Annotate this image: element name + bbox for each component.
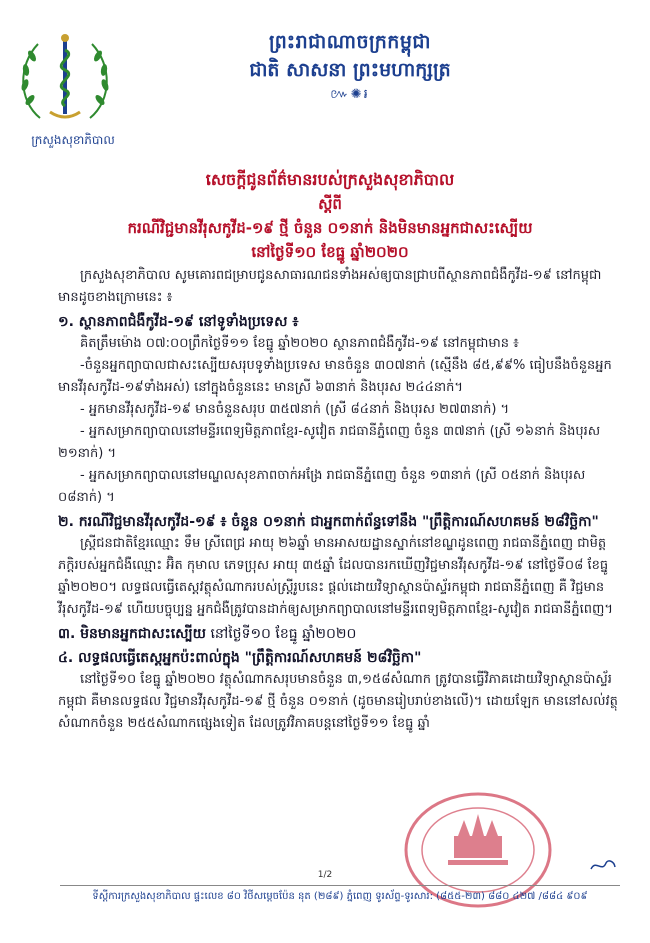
section-3-heading-rest: នៅថ្ងៃទី១០ ខែធ្នូ ឆ្នាំ២០២០	[206, 626, 357, 642]
title-line-4: នៅថ្ងៃទី១០ ខែធ្នូ ឆ្នាំ២០២០	[251, 243, 409, 261]
ministry-name: ក្រសួងសុខាភិបាល	[31, 133, 115, 147]
section-2-heading: ២. ករណីវិជ្ជមានវីរុសកូវីដ-១៩ ៖ ចំនួន ០១នាក់ ជាអ្នកពាក់ព័ន្ធទៅនឹង "ព្រឹត្តិការណ៍សហគមន៍ ២៨វិច្ឆិកា"	[58, 514, 599, 530]
ministry-logo	[10, 30, 120, 130]
document-title	[40, 168, 620, 264]
section-1-item-total-cases: - អ្នកមានវីរុសកូវីដ-១៩ មានចំនួនសរុប ៣៥៧នាក់ (ស្រី ៨៤នាក់ និងបុរស ២៧៣នាក់) ។	[80, 402, 510, 417]
footer-address: ទីស្តីការក្រសួងសុខាភិបាល ផ្ទះលេខ ៨០ វិថីសម្តេចប៉ែន នុត (២៨៩) ភ្នំពេញ ទូរស័ព្ទ-ទូរសារ: (៨៥៥-២៣) ៨៨០ ៤២៧ /៨៨៤ ៩០៩	[92, 891, 588, 902]
section-4-text: នៅថ្ងៃទី១០ ខែធ្នូ ឆ្នាំ២០២០ វត្ថុសំណាកសរុបមានចំនួន ៣,១៥៨សំណាក ត្រូវបានធ្វើវិភាគដោយវិទ្យាស្ថានប៉ាស្ទ័រកម្ពុជា គឺមានលទ្ធផល វិជ្ជមានវីរុសកូវីដ-១៩ ថ្មី ចំនួន ០១នាក់ (ដូចមានរៀបរាប់ខាងលើ)។ ដោយឡែក មាននៅសល់វត្ថុសំណាកចំនួន ២៥៥សំណាកផ្សេងទៀត ដែលត្រូវវិភាគបន្តនៅថ្ងៃទី១១ ខែធ្នូ ឆ្នាំ	[58, 672, 618, 731]
section-1-item-recovered: -ចំនួនអ្នកព្យាបាលជាសះស្បើយសរុបទូទាំងប្រទេស មានចំនួន ៣០៧នាក់ (ស្មើនឹង ៨៥,៩៩% ធៀបនឹងចំនួនអ្នកមានវីរុសកូវីដ-១៩ទាំងអស់) នៅក្នុងចំនួននេះ មានស្រី ៦៣នាក់ និងបុរស ២៤៤នាក់។	[58, 358, 612, 395]
section-3-heading-bold: ៣. មិនមានអ្នកជាសះស្បើយ	[58, 626, 207, 642]
page-number: 1/2	[317, 870, 333, 880]
section-1-item-chak-angre: - អ្នកសម្រាកព្យាបាលនៅមណ្ឌលសុខភាពចាក់អង្រែ រាជធានីភ្នំពេញ ចំនួន ១៣នាក់ (ស្រី ០៥នាក់ និងបុរស ០៨នាក់) ។	[58, 468, 586, 505]
national-motto: ជាតិ សាសនា ព្រះមហាក្សត្រ	[249, 59, 451, 81]
kingdom-header: ព្រះរាជាណាចក្រកម្ពុជា	[269, 31, 431, 53]
title-line-1: សេចក្ដីជូនព័ត៌មានរបស់ក្រសួងសុខាភិបាល	[205, 170, 455, 189]
signature-mark	[588, 855, 618, 875]
section-1-heading: ១. ស្ថានភាពជំងឺកូវីដ-១៩ នៅទូទាំងប្រទេស ៖	[58, 314, 299, 330]
intro-paragraph: ក្រសួងសុខាភិបាល សូមគោរពជម្រាបជូនសាធារណជនទាំងអស់ឲ្យបានជ្រាបពីស្ថានភាពជំងឺកូវីដ-១៩ នៅកម្ពុជា មានដូចខាងក្រោមនេះ ៖	[58, 268, 602, 305]
title-line-3: ករណីវិជ្ជមានវីរុសកូវីដ-១៩ ថ្មី ចំនួន ០១នាក់ និងមិនមានអ្នកជាសះស្បើយ	[127, 219, 533, 237]
ornament-divider: ៚✺៛	[330, 87, 370, 102]
section-3-heading	[58, 623, 618, 645]
section-1-item-khmer-soviet: - អ្នកសម្រាកព្យាបាលនៅមន្ទីរពេទ្យមិត្តភាពខ្មែរ-សូវៀត រាជធានីភ្នំពេញ ចំនួន ៣៧នាក់ (ស្រី ១៦នាក់ និងបុរស ២១នាក់) ។	[58, 424, 601, 461]
footer-divider	[60, 885, 620, 886]
section-1-lead: គិតត្រឹមម៉ោង ០៧:០០ព្រឹកថ្ងៃទី១១ ខែធ្នូ ឆ្នាំ២០២០ ស្ថានភាពជំងឺកូវីដ-១៩ នៅកម្ពុជាមាន ៖	[80, 336, 519, 351]
title-line-2: ស្ដីពី	[318, 195, 342, 213]
document-body	[58, 265, 618, 735]
section-2-text: ស្ត្រីជនជាតិខ្មែរឈ្មោះ ទឹម ស្រីពេជ្រ អាយុ ២៦ឆ្នាំ មានអាសយដ្ឋានស្នាក់នៅខណ្ឌដូនពេញ រាជធានីភ្នំពេញ ជាមិត្តភក្តិរបស់អ្នកជំងឺឈ្មោះ អ៊ិត កុមាល ភេទប្រុស អាយុ ៣៥ឆ្នាំ ដែលបានរកឃើញវិជ្ជមានវីរុសកូវីដ-១៩ នៅថ្ងៃទី០៨ ខែធ្នូ ឆ្នាំ២០២០។ លទ្ធផលធ្វើតេស្តវត្ថុសំណាករបស់ស្ត្រីរូបនេះ ផ្តល់ដោយវិទ្យាស្ថានប៉ាស្ទ័រកម្ពុជា រាជធានីភ្នំពេញ គឺ វិជ្ជមានវីរុសកូវីដ-១៩ ហើយបច្ចុប្បន្ន អ្នកជំងឺត្រូវបានដាក់ឲ្យសម្រាកព្យាបាលនៅមន្ទីរពេទ្យមិត្តភាពខ្មែរ-សូវៀត រាជធានីភ្នំពេញ។	[58, 536, 613, 617]
section-4-heading: ៤. លទ្ធផលធ្វើតេស្តអ្នកប៉ះពាល់ក្នុង "ព្រឹត្តិការណ៍សហគមន៍ ២៨វិច្ឆិកា"	[58, 650, 422, 666]
